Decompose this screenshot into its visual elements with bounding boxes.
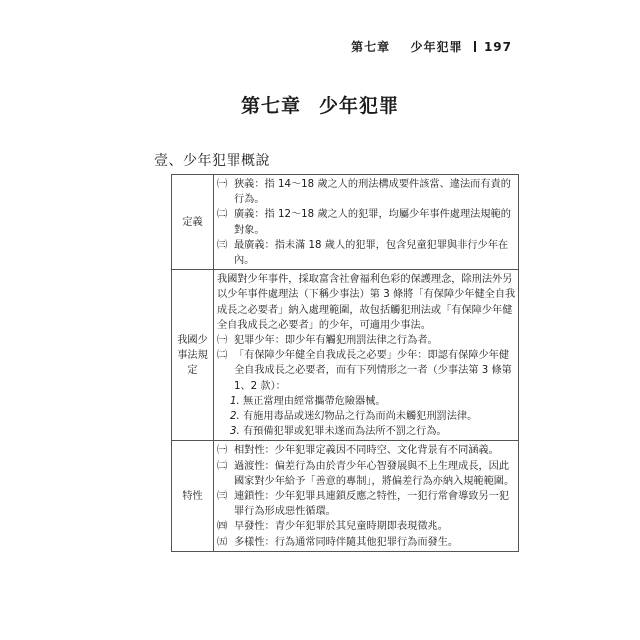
chapter-title bbox=[0, 91, 640, 118]
item-text: 廣義：指 12～18 歲之人的犯罪，均屬少年事件處理法規範的對象。 bbox=[234, 209, 511, 236]
item-mark: ㈢ bbox=[217, 239, 228, 251]
list-item bbox=[217, 177, 516, 207]
running-header-divider bbox=[474, 41, 476, 52]
item-text: 連鎖性：少年犯罪具連鎖反應之特性，一犯行常會導致另一犯罪行為形成惡性循環。 bbox=[234, 491, 510, 518]
sub-item bbox=[217, 394, 516, 409]
item-mark: ㈤ bbox=[217, 536, 228, 548]
item-text: 「有保障少年健全自我成長之必要」少年：即認有保障少年健全自我成長之必要者，而有下列情形之一者（少事法第 3 條第 1、2 款）： bbox=[234, 350, 512, 392]
row-intro: 我國對少年事件，採取富含社會福利色彩的保護理念，除刑法外另以少年事件處理法（下稱少事法）第 3 條將「有保障少年健全自我成長之必要者」納入處理範圍，故包括觸犯刑法或「有保障少年健全自我成長之必要者」的少年，可適用少事法。 bbox=[217, 274, 516, 331]
item-text: 過渡性：偏差行為由於青少年心智發展與不上生理成長，因此國家對少年給予「善意的專制」，將偏差行為亦納入規範範圍。 bbox=[234, 460, 515, 487]
table-row bbox=[172, 175, 519, 270]
item-text: 相對性：少年犯罪定義因不同時空、文化背景有不同涵義。 bbox=[234, 445, 499, 457]
item-mark: ㈡ bbox=[217, 460, 228, 472]
item-text: 多樣性：行為通常同時伴隨其他犯罪行為而發生。 bbox=[234, 536, 459, 548]
list-item bbox=[217, 333, 516, 348]
sub-item-text: 有預備犯罪或犯罪未遂而為法所不罰之行為。 bbox=[243, 426, 447, 438]
row-label: 特性 bbox=[172, 441, 214, 551]
summary-table bbox=[171, 174, 519, 552]
list-item bbox=[217, 207, 516, 237]
sub-item-text: 有施用毒品或迷幻物品之行為而尚未觸犯刑罰法律。 bbox=[243, 411, 478, 423]
item-mark: ㈡ bbox=[217, 350, 228, 362]
item-text: 早發性：青少年犯罪於其兒童時期即表現徵兆。 bbox=[234, 521, 448, 533]
item-mark: ㈠ bbox=[217, 335, 228, 347]
list-item bbox=[217, 238, 516, 268]
sub-item bbox=[217, 424, 516, 439]
list-item bbox=[217, 535, 516, 550]
row-label bbox=[172, 270, 214, 441]
item-mark: ㈣ bbox=[217, 521, 228, 533]
row-label-text: 我國少事法規定 bbox=[177, 334, 208, 376]
item-text: 狹義：指 14～18 歲之人的刑法構成要件該當、違法而有責的行為。 bbox=[234, 179, 511, 206]
chapter-name: 少年犯罪 bbox=[319, 95, 400, 117]
running-header-topic: 少年犯罪 bbox=[410, 40, 463, 54]
table-row bbox=[172, 270, 519, 441]
list-item bbox=[217, 489, 516, 519]
list-item bbox=[217, 443, 516, 458]
page-number: 197 bbox=[483, 40, 512, 54]
chapter-number: 第七章 bbox=[240, 95, 301, 117]
row-content bbox=[214, 175, 519, 270]
row-content bbox=[214, 441, 519, 551]
sub-item-text: 無正當理由經常攜帶危險器械。 bbox=[243, 395, 386, 407]
sub-item bbox=[217, 409, 516, 424]
table-row bbox=[172, 441, 519, 551]
sub-item-mark: 2. bbox=[230, 411, 240, 423]
item-mark: ㈠ bbox=[217, 179, 228, 190]
item-mark: ㈠ bbox=[217, 445, 228, 457]
running-header-chapter: 第七章 bbox=[351, 40, 391, 54]
sub-item-mark: 3. bbox=[230, 426, 240, 438]
running-header bbox=[351, 38, 512, 55]
list-item bbox=[217, 519, 516, 534]
list-item bbox=[217, 459, 516, 489]
row-label: 定義 bbox=[172, 175, 214, 270]
item-mark: ㈡ bbox=[217, 209, 228, 221]
item-text: 最廣義：指未滿 18 歲人的犯罪，包含兒童犯罪與非行少年在內。 bbox=[234, 239, 509, 267]
item-text: 犯罪少年：即少年有觸犯刑罰法律之行為者。 bbox=[234, 335, 438, 347]
sub-item-mark: 1. bbox=[230, 395, 240, 407]
item-mark: ㈢ bbox=[217, 491, 228, 503]
row-content bbox=[214, 270, 519, 441]
section-title: 壹、少年犯罪概說 bbox=[154, 153, 270, 169]
list-item bbox=[217, 348, 516, 394]
